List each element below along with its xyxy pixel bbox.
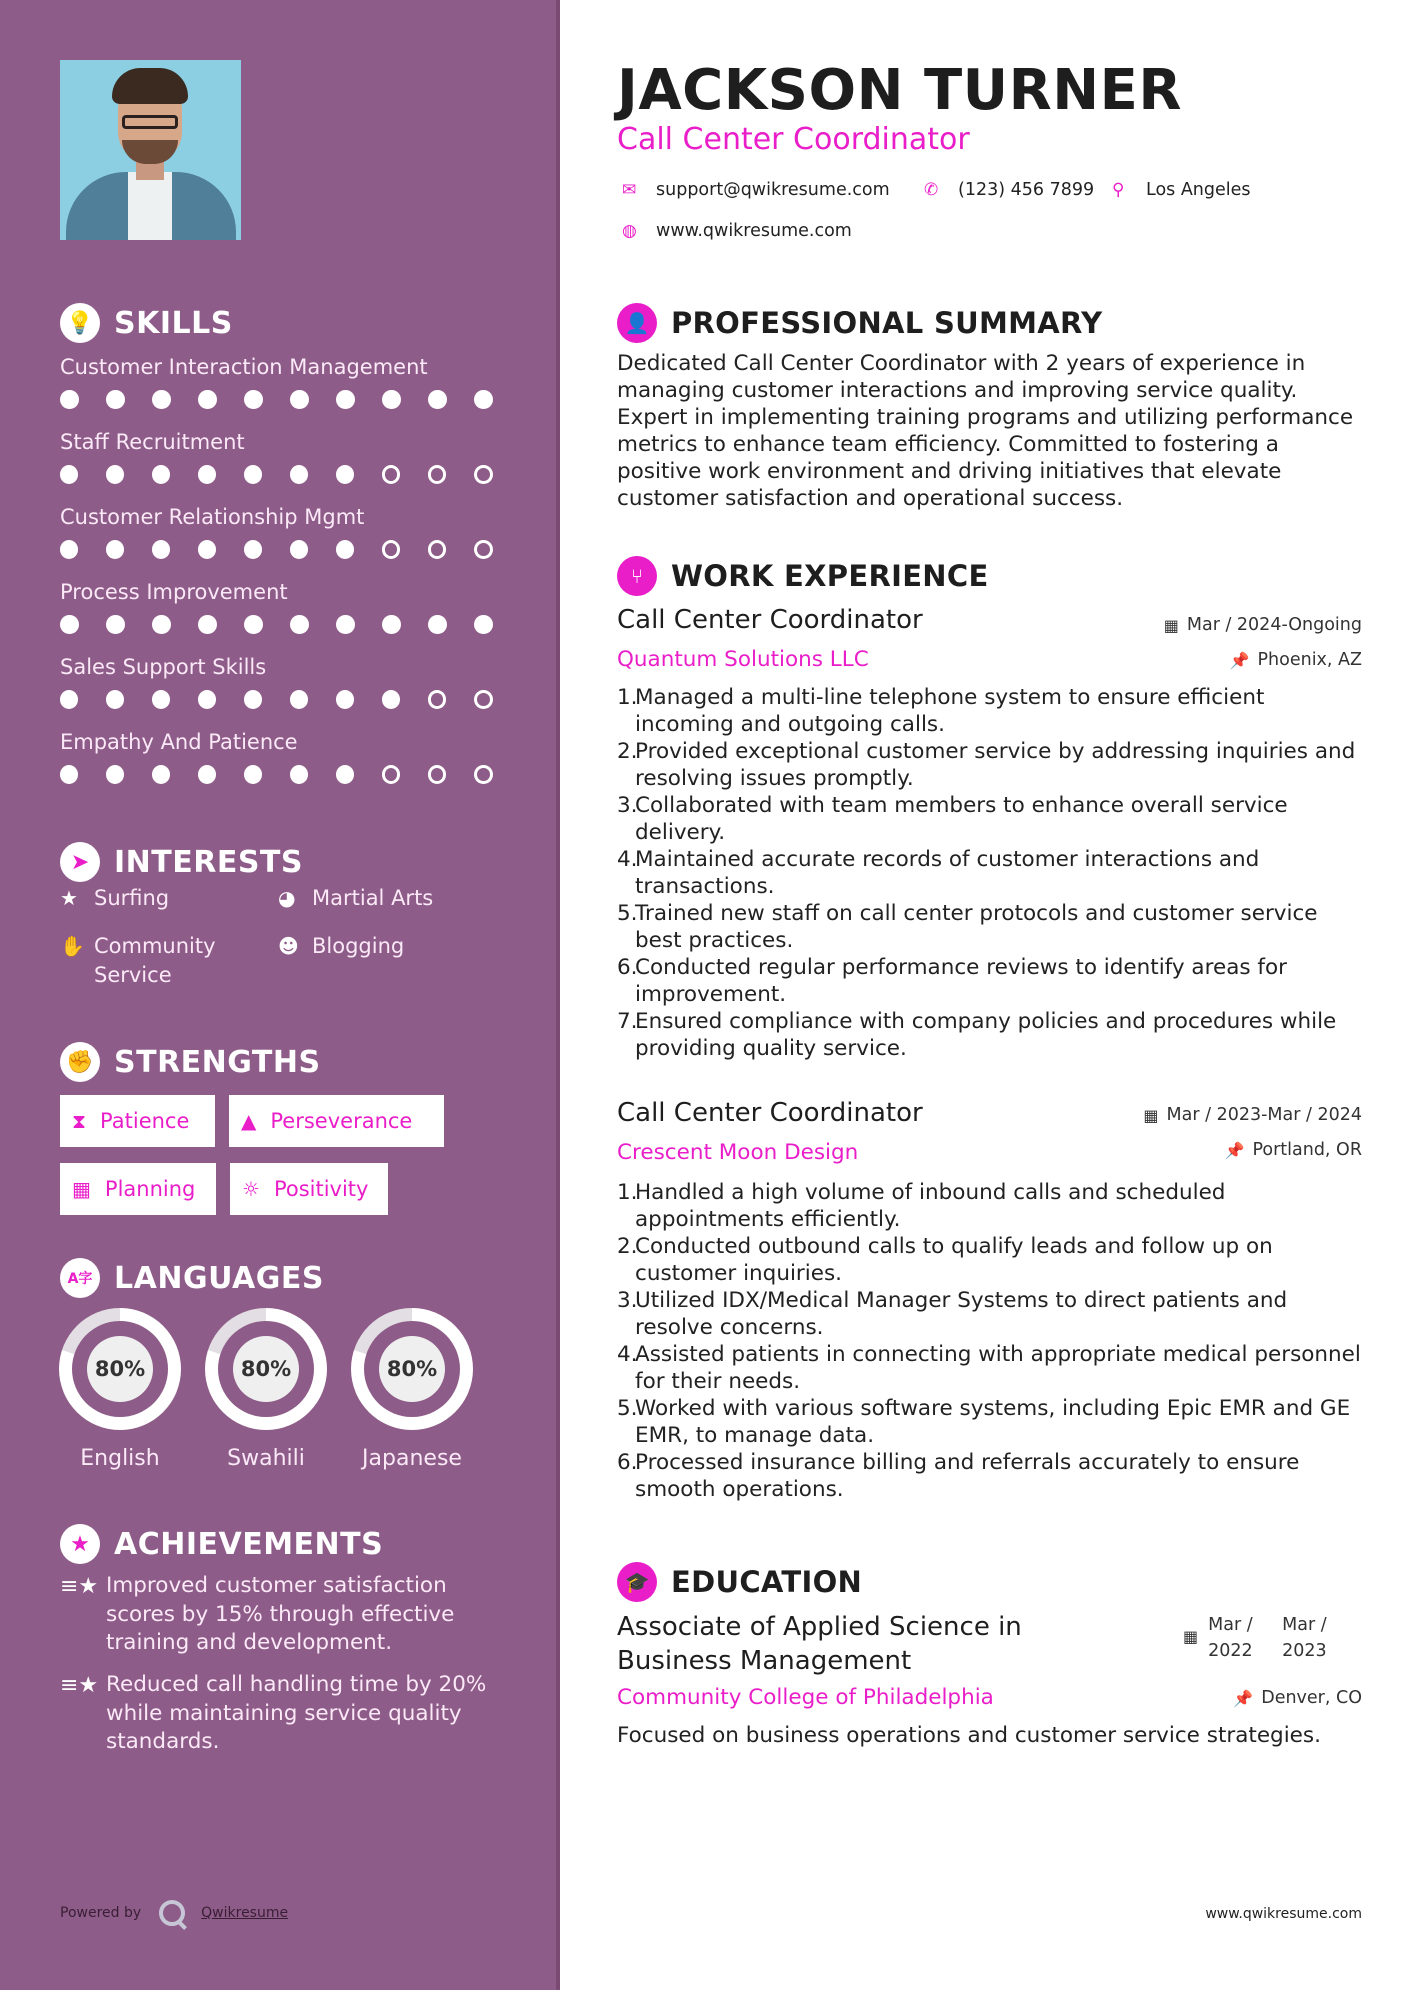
fist-icon: ✊	[60, 1042, 100, 1082]
skill-name: Customer Relationship Mgmt	[60, 505, 365, 529]
language-japanese: 80% Japanese	[351, 1308, 473, 1471]
contact-website[interactable]: ◍ www.qwikresume.com	[622, 221, 852, 241]
rating-dot-filled	[244, 390, 263, 409]
rating-dot-filled	[290, 615, 309, 634]
skill-name: Sales Support Skills	[60, 655, 267, 679]
strength-tag: ▲ Perseverance	[229, 1095, 444, 1147]
rating-dot-filled	[106, 540, 124, 559]
paper-plane-icon: ➤	[60, 842, 100, 882]
skill-item	[60, 502, 520, 559]
chair-icon: ⑂	[617, 556, 657, 596]
hourglass-icon: ⧗	[72, 1109, 87, 1133]
rating-dot-empty	[428, 690, 447, 709]
hand-icon: ✋	[60, 934, 85, 958]
rating-dot-filled	[474, 615, 493, 634]
rating-dot-filled	[428, 390, 447, 409]
location-pin-icon: ⚲	[1112, 180, 1125, 200]
skill-item	[60, 427, 520, 484]
progress-ring: 80%	[59, 1308, 181, 1430]
bullet-item: 3. Collaborated with team members to enhance overall service delivery.	[617, 793, 1288, 845]
skills-heading: 💡 SKILLS	[60, 303, 233, 343]
progress-ring: 80%	[351, 1308, 473, 1430]
skill-rating	[60, 540, 520, 559]
job-bullets	[617, 1179, 1362, 1503]
rating-dot-filled	[152, 540, 170, 559]
language-icon: A字	[60, 1258, 100, 1298]
skill-name: Staff Recruitment	[60, 430, 245, 454]
experience-heading: ⑂ WORK EXPERIENCE	[617, 556, 989, 596]
user-icon: 👤	[617, 303, 657, 343]
rating-dot-empty	[428, 765, 447, 784]
rating-dot-filled	[336, 465, 354, 484]
skill-item	[60, 727, 520, 784]
qwikresume-logo-icon	[159, 1900, 185, 1926]
job-company: Quantum Solutions LLC	[617, 647, 869, 672]
rating-dot-filled	[244, 765, 262, 784]
job-dates: ▦ Mar / 2023-Mar / 2024	[1143, 1105, 1362, 1125]
school: Community College of Philadelphia	[617, 1685, 994, 1710]
skill-item	[60, 652, 520, 709]
job-dates: ▦ Mar / 2024-Ongoing	[1163, 615, 1362, 635]
rating-dot-filled	[336, 540, 354, 559]
rating-dot-filled	[60, 690, 78, 709]
rating-dot-empty	[428, 465, 447, 484]
languages-heading: A字 LANGUAGES	[60, 1258, 324, 1298]
rating-dot-empty	[474, 690, 493, 709]
skill-rating	[60, 390, 520, 409]
calendar-icon: ▦	[1143, 1105, 1159, 1125]
pushpin-icon: 📌	[1233, 1688, 1254, 1708]
interest-item: ✋ Community Service	[60, 932, 234, 990]
education-location: 📌 Denver, CO	[1233, 1688, 1362, 1708]
rating-dot-filled	[106, 690, 124, 709]
summary-text: Dedicated Call Center Coordinator with 2 years of experience in managing customer interactions and improving service quality. Expert in implementing training programs and utilizing performance metrics to enhance team efficiency. Committed to fostering a positive work environment and driving initiatives that elevate customer satisfaction and operational success.	[617, 351, 1354, 511]
rating-dot-filled	[290, 390, 309, 409]
degree: Associate of Applied Science in Business Management	[617, 1612, 1022, 1676]
rating-dot-filled	[198, 540, 216, 559]
contact-email[interactable]: ✉ support@qwikresume.com	[622, 180, 890, 200]
rating-dot-filled	[60, 465, 78, 484]
rating-dot-filled	[336, 765, 354, 784]
rating-dot-filled	[336, 390, 355, 409]
sidebar	[0, 0, 560, 1990]
pushpin-icon: 📌	[1229, 650, 1250, 670]
job-title: Call Center Coordinator	[617, 605, 923, 635]
skill-rating	[60, 690, 520, 709]
language-english: 80% English	[59, 1308, 181, 1471]
shooting-star-icon: ≡★	[60, 1673, 99, 1698]
rating-dot-filled	[336, 690, 354, 709]
rating-dot-filled	[198, 465, 216, 484]
rating-dot-filled	[198, 690, 216, 709]
skill-rating	[60, 465, 520, 484]
qwikresume-link[interactable]: Qwikresume	[201, 1905, 289, 1921]
rating-dot-filled	[60, 615, 79, 634]
sun-icon: ☼	[242, 1177, 260, 1201]
phone-icon: ✆	[924, 180, 939, 200]
lightbulb-icon: 💡	[60, 303, 100, 343]
rating-dot-empty	[382, 465, 401, 484]
rating-dot-empty	[474, 465, 493, 484]
rating-dot-filled	[244, 690, 262, 709]
envelope-icon: ✉	[622, 180, 637, 200]
globe-icon: ◕	[278, 886, 296, 910]
bullet-item: 2. Provided exceptional customer service by addressing inquiries and resolving issues promptly.	[617, 739, 1356, 791]
job-location: 📌 Phoenix, AZ	[1229, 650, 1362, 670]
powered-by: Powered by Qwikresume	[60, 1900, 288, 1926]
bullet-item: 3. Utilized IDX/Medical Manager Systems to direct patients and resolve concerns.	[617, 1288, 1288, 1340]
bullet-item: 6. Conducted regular performance reviews to identify areas for improvement.	[617, 955, 1287, 1007]
rating-dot-filled	[198, 615, 217, 634]
rating-dot-filled	[152, 765, 170, 784]
shooting-star-icon: ≡★	[60, 1574, 99, 1599]
rating-dot-filled	[60, 390, 79, 409]
contact-location: ⚲ Los Angeles	[1112, 180, 1251, 200]
rating-dot-empty	[474, 765, 493, 784]
rating-dot-filled	[382, 390, 401, 409]
rating-dot-filled	[106, 615, 125, 634]
skill-item	[60, 352, 520, 409]
bullet-item: 4. Assisted patients in connecting with appropriate medical personnel for their needs.	[617, 1342, 1361, 1394]
progress-ring: 80%	[205, 1308, 327, 1430]
pushpin-icon: 📌	[1224, 1140, 1245, 1160]
graduate-icon: 🎓	[617, 1562, 657, 1602]
calendar-icon: ▦	[1163, 615, 1179, 635]
language-swahili: 80% Swahili	[205, 1308, 327, 1471]
rating-dot-filled	[474, 390, 493, 409]
job-title: Call Center Coordinator	[617, 1098, 923, 1128]
strengths-heading: ✊ STRENGTHS	[60, 1042, 321, 1082]
skill-name: Empathy And Patience	[60, 730, 298, 754]
skill-name: Process Improvement	[60, 580, 288, 604]
shooting-star-icon: ★	[60, 1524, 100, 1564]
calendar-icon: ▦	[72, 1177, 91, 1201]
rating-dot-filled	[106, 765, 124, 784]
globe-icon: ◍	[622, 221, 637, 241]
candidate-name: JACKSON TURNER	[617, 58, 1183, 123]
rating-dot-filled	[336, 615, 355, 634]
bullet-item: 7. Ensured compliance with company policies and procedures while providing quality service.	[617, 1009, 1337, 1061]
interests-heading: ➤ INTERESTS	[60, 842, 303, 882]
candidate-role: Call Center Coordinator	[617, 122, 970, 157]
education-dates: ▦ Mar / 2022 Mar / 2023	[1183, 1612, 1327, 1664]
rating-dot-filled	[198, 390, 217, 409]
interest-item: ◕ Martial Arts	[278, 884, 433, 913]
footer-website[interactable]: www.qwikresume.com	[1205, 1906, 1362, 1922]
interest-item: ★ Surfing	[60, 884, 169, 913]
contact-phone[interactable]: ✆ (123) 456 7899	[924, 180, 1095, 200]
bullet-item: 2. Conducted outbound calls to qualify leads and follow up on customer inquiries.	[617, 1234, 1273, 1286]
job-bullets	[617, 684, 1362, 1062]
summary-heading: 👤 PROFESSIONAL SUMMARY	[617, 303, 1102, 343]
bullet-item: 1. Handled a high volume of inbound calls and scheduled appointments efficiently.	[617, 1180, 1226, 1232]
rating-dot-filled	[106, 390, 125, 409]
achievement-item: ≡★ Reduced call handling time by 20% while maintaining service quality standards.	[60, 1671, 520, 1757]
education-description: Focused on business operations and customer service strategies.	[617, 1723, 1321, 1748]
bullet-item: 5. Worked with various software systems, including Epic EMR and GE EMR, to manage data.	[617, 1396, 1351, 1448]
rating-dot-filled	[152, 390, 171, 409]
interest-item: ☻ Blogging	[278, 932, 404, 961]
job-company: Crescent Moon Design	[617, 1140, 859, 1165]
education-heading: 🎓 EDUCATION	[617, 1562, 862, 1602]
rating-dot-empty	[428, 540, 447, 559]
bullet-item: 4. Maintained accurate records of customer interactions and transactions.	[617, 847, 1260, 899]
rating-dot-filled	[290, 540, 308, 559]
users-icon: ☻	[278, 934, 299, 958]
strength-tag: ☼ Positivity	[230, 1163, 388, 1215]
rating-dot-empty	[382, 540, 401, 559]
rating-dot-filled	[152, 465, 170, 484]
bullet-item: 5. Trained new staff on call center protocols and customer service best practices.	[617, 901, 1318, 953]
bullet-item: 6. Processed insurance billing and referrals accurately to ensure smooth operations.	[617, 1450, 1300, 1502]
rating-dot-empty	[474, 540, 493, 559]
strength-tag: ▦ Planning	[60, 1163, 216, 1215]
rating-dot-filled	[290, 765, 308, 784]
rating-dot-filled	[152, 615, 171, 634]
strength-tag: ⧗ Patience	[60, 1095, 215, 1147]
rating-dot-filled	[244, 540, 262, 559]
achievements-heading: ★ ACHIEVEMENTS	[60, 1524, 383, 1564]
road-icon: ▲	[241, 1109, 257, 1133]
rating-dot-filled	[290, 690, 308, 709]
rating-dot-filled	[106, 465, 124, 484]
star-icon: ★	[60, 886, 78, 910]
rating-dot-filled	[152, 690, 170, 709]
skill-name: Customer Interaction Management	[60, 355, 428, 379]
rating-dot-filled	[244, 615, 263, 634]
rating-dot-filled	[60, 765, 78, 784]
achievement-item: ≡★ Improved customer satisfaction scores by 15% through effective training and development.	[60, 1572, 520, 1658]
job-location: 📌 Portland, OR	[1224, 1140, 1362, 1160]
skill-rating	[60, 765, 520, 784]
bullet-item: 1. Managed a multi-line telephone system to ensure efficient incoming and outgoing calls.	[617, 685, 1265, 737]
calendar-icon: ▦	[1183, 1627, 1199, 1646]
rating-dot-filled	[428, 615, 447, 634]
profile-photo	[60, 60, 241, 240]
skill-item	[60, 577, 520, 634]
rating-dot-filled	[290, 465, 308, 484]
rating-dot-filled	[60, 540, 78, 559]
rating-dot-filled	[244, 465, 262, 484]
skill-rating	[60, 615, 520, 634]
rating-dot-empty	[382, 765, 401, 784]
rating-dot-filled	[382, 615, 401, 634]
rating-dot-filled	[198, 765, 216, 784]
rating-dot-filled	[382, 690, 400, 709]
